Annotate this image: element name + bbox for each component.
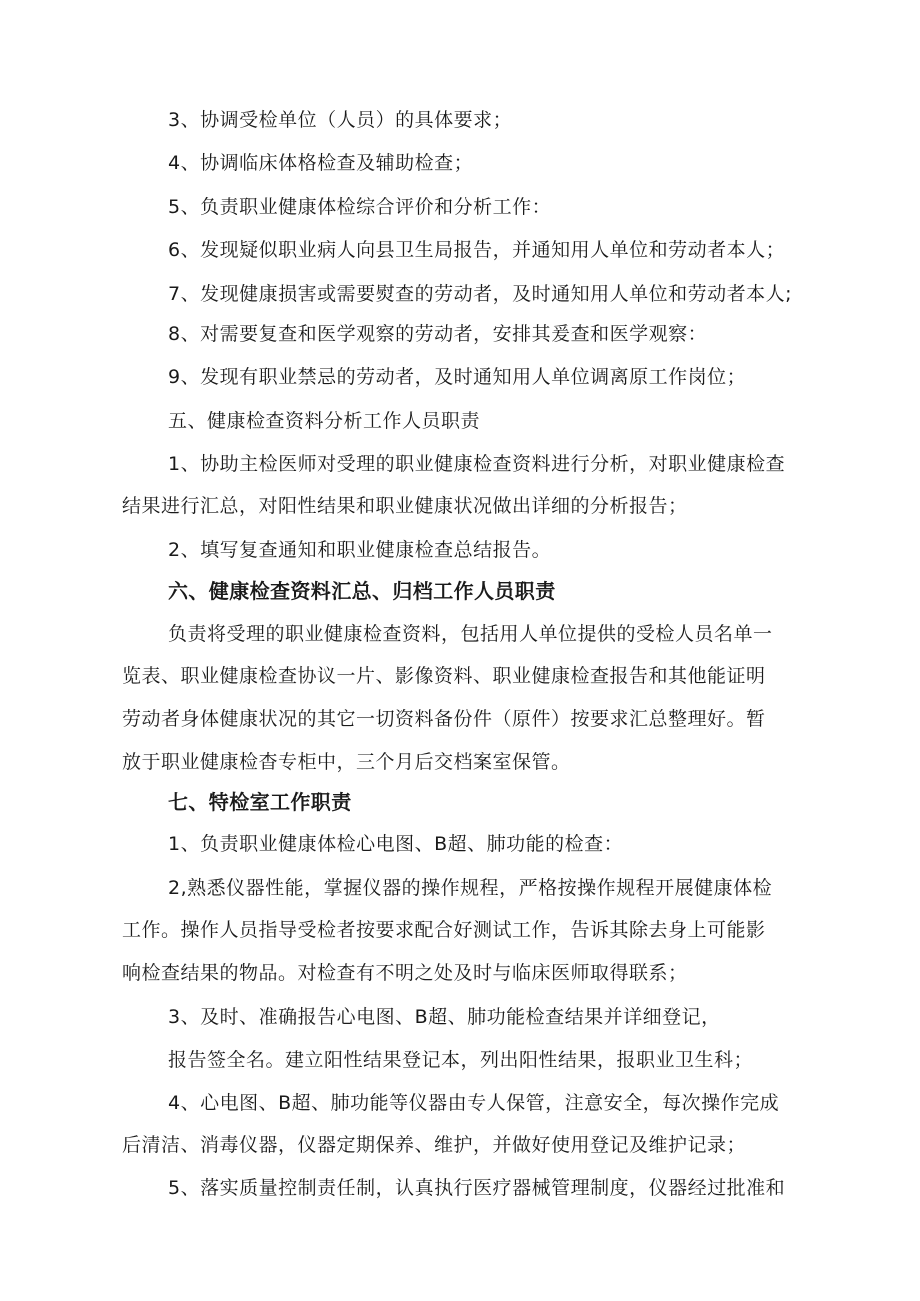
item-4-line: 4、协调临床体格检查及辅助检查；: [168, 152, 474, 174]
item-3-line: 3、协调受检单位（人员）的具体要求；: [168, 109, 513, 131]
section-7-item-2-line-1: 2,熟悉仪器性能，掌握仪器的操作规程，严格按操作规程开展健康体检: [168, 877, 773, 899]
item-5-line: 5、负责职业健康体检综合评价和分析工作：: [168, 196, 552, 218]
section-5-heading: 五、健康检查资料分析工作人员职责: [168, 410, 481, 432]
section-7-item-1-line: 1、负责职业健康体检心电图、B超、肺功能的检查：: [168, 833, 624, 855]
item-9-line: 9、发现有职业禁忌的劳动者，及时通知用人单位调离原工作岗位；: [168, 366, 747, 388]
item-6-line: 6、发现疑似职业病人向县卫生局报告，并通知用人单位和劳动者本人；: [168, 239, 786, 261]
section-7-item-4-line-2: 后清洁、消毒仪器，仪器定期保养、维护，并做好使用登记及维护记录；: [122, 1134, 747, 1156]
section-5-item-2-line: 2、填写复查通知和职业健康检查总结报告。: [168, 539, 552, 561]
section-7-item-3-line-2: 报告签全名。建立阳性结果登记本，列出阳性结果，报职业卫生科；: [168, 1049, 754, 1071]
section-7-item-5-line-1: 5、落实质量控制责任制，认真执行医疗器械管理制度，仪器经过批准和: [168, 1177, 786, 1199]
section-6-para-line-2: 览表、职业健康检查协议一片、影像资料、职业健康检查报告和其他能证明: [122, 665, 766, 687]
section-6-para-line-1: 负责将受理的职业健康检查资料，包括用人单位提供的受检人员名单一: [168, 623, 773, 645]
section-6-heading: 六、健康检查资料汇总、归档工作人员职责: [168, 579, 556, 603]
section-6-para-line-3: 劳动者身体健康状况的其它一切资料备份件（原件）按要求汇总整理好。暂: [122, 708, 766, 730]
section-7-item-2-line-3: 响检查结果的物品。对检查有不明之处及时与临床医师取得联系；: [122, 962, 688, 984]
section-6-para-line-4: 放于职业健康检杳专柜中，三个月后交档案室保管。: [122, 751, 571, 773]
item-7-line: 7、发现健康损害或需要熨查的劳动者，及时通知用人单位和劳动者本人;: [168, 283, 792, 305]
section-7-item-3-line-1: 3、及时、准确报告心电图、B超、肺功能检查结果并详细登记，: [168, 1006, 721, 1028]
section-5-item-1-line-2: 结果进行汇总，对阳性结果和职业健康状况做出详细的分析报告；: [122, 495, 688, 517]
section-7-item-2-line-2: 工作。操作人员指导受检者按要求配合好测试工作，告诉其除去身上可能影: [122, 919, 766, 941]
section-7-heading: 七、特检室工作职责: [168, 790, 352, 814]
item-8-line: 8、对需要复查和医学观察的劳动者，安排其爰查和医学观察：: [168, 323, 708, 345]
section-7-item-4-line-1: 4、心电图、B超、肺功能等仪器由专人保管，注意安全，每次操作完成: [168, 1092, 780, 1114]
section-5-item-1-line-1: 1、协助主检医师对受理的职业健康检查资料进行分析，对职业健康检查: [168, 453, 786, 475]
